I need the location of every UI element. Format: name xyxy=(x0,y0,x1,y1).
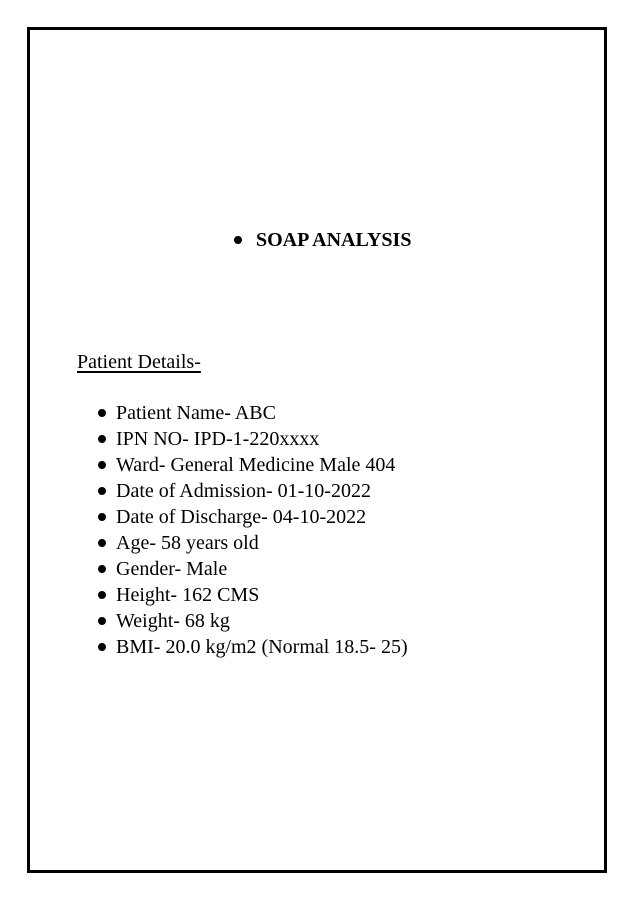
ipn-number: IPN NO- IPD-1-220xxxx xyxy=(116,428,320,450)
admission-date: Date of Admission- 01-10-2022 xyxy=(116,480,371,502)
list-item xyxy=(98,400,408,426)
list-item xyxy=(98,504,408,530)
document-title: SOAP ANALYSIS xyxy=(256,229,412,251)
bullet-icon xyxy=(234,236,242,244)
gender: Gender- Male xyxy=(116,558,228,580)
list-item xyxy=(98,556,408,582)
age: Age- 58 years old xyxy=(116,532,259,554)
ward: Ward- General Medicine Male 404 xyxy=(116,454,396,476)
bullet-icon xyxy=(98,487,106,495)
patient-name: Patient Name- ABC xyxy=(116,402,276,424)
height: Height- 162 CMS xyxy=(116,584,260,606)
list-item xyxy=(98,478,408,504)
list-item xyxy=(98,582,408,608)
list-item xyxy=(98,426,408,452)
list-item xyxy=(98,530,408,556)
bullet-icon xyxy=(98,591,106,599)
weight: Weight- 68 kg xyxy=(116,610,230,632)
discharge-date: Date of Discharge- 04-10-2022 xyxy=(116,506,367,528)
bmi: BMI- 20.0 kg/m2 (Normal 18.5- 25) xyxy=(116,636,408,658)
bullet-icon xyxy=(98,435,106,443)
patient-details-heading: Patient Details- xyxy=(77,351,201,373)
bullet-icon xyxy=(98,617,106,625)
bullet-icon xyxy=(98,513,106,521)
list-item xyxy=(98,608,408,634)
bullet-icon xyxy=(98,539,106,547)
patient-details-list xyxy=(98,400,408,660)
bullet-icon xyxy=(98,409,106,417)
document-title-row xyxy=(234,226,411,254)
list-item xyxy=(98,452,408,478)
bullet-icon xyxy=(98,461,106,469)
list-item xyxy=(98,634,408,660)
bullet-icon xyxy=(98,643,106,651)
bullet-icon xyxy=(98,565,106,573)
